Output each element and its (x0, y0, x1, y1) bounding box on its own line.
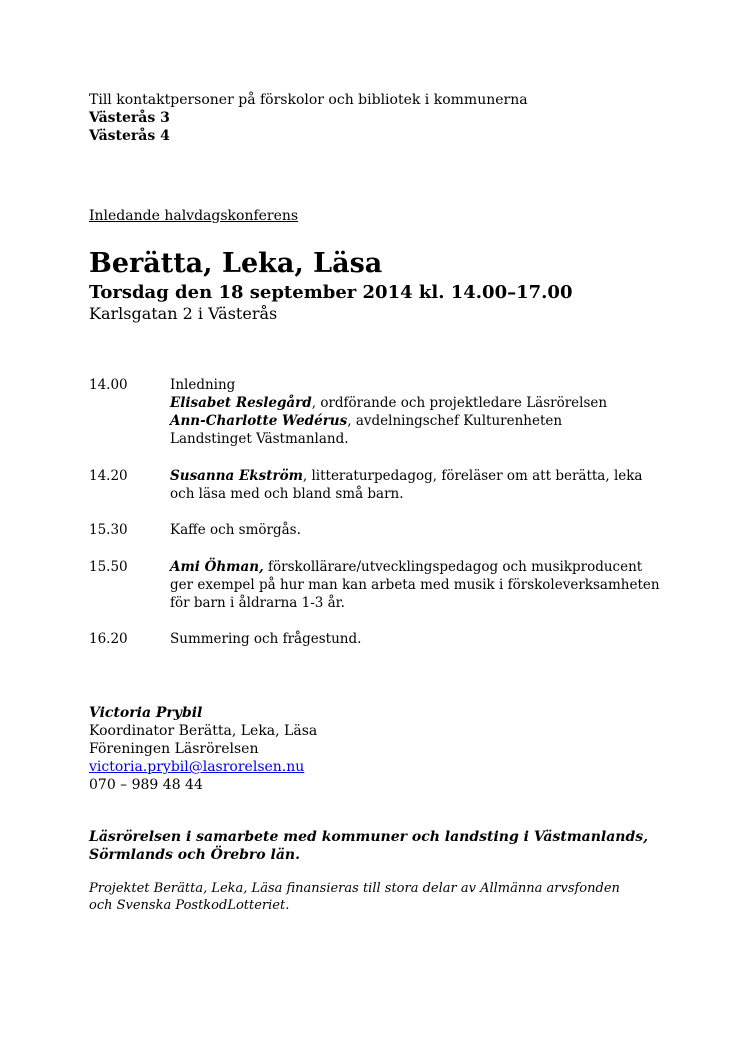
program-time: 14.00 (89, 377, 128, 393)
contact-phone: 070 – 989 48 44 (89, 777, 203, 793)
collaboration-line: Sörmlands och Örebro län. (89, 847, 300, 863)
contact-email-line (89, 758, 304, 776)
event-title: Berätta, Leka, Läsa (89, 248, 383, 279)
program-item (89, 558, 689, 612)
program-line: ger exempel på hur man kan arbeta med musik i förskoleverksamheten (170, 577, 660, 593)
speaker-role: , litteraturpedagog, föreläser om att berätta, leka (302, 468, 643, 484)
recipient-group-2: Västerås 4 (89, 128, 170, 144)
intro-heading: Inledande halvdagskonferens (89, 208, 299, 224)
speaker-name: Ami Öhman, (170, 559, 264, 575)
program-line: och läsa med och bland små barn. (170, 486, 404, 502)
speaker-role: , avdelningschef Kulturenheten (347, 413, 563, 429)
program-item (89, 521, 689, 539)
program-description (170, 630, 670, 648)
recipients-line: Till kontaktpersoner på förskolor och bibliotek i kommunerna (89, 92, 528, 108)
recipient-group-1: Västerås 3 (89, 110, 170, 126)
program-item (89, 630, 689, 648)
program-line: Summering och frågestund. (170, 631, 362, 647)
program-description (170, 467, 670, 503)
program-item (89, 376, 689, 448)
speaker-name: Susanna Ekström (170, 468, 303, 484)
program-line (170, 394, 670, 412)
speaker-role: förskollärare/utvecklingspedagog och musikproducent (263, 559, 643, 575)
program-line (170, 412, 670, 430)
collaboration-line: Läsrörelsen i samarbete med kommuner och landsting i Västmanlands, (89, 829, 649, 845)
program-description (170, 376, 670, 448)
program-line (170, 467, 670, 485)
funding-line: och Svenska PostkodLotteriet. (89, 898, 290, 913)
program-line: Kaffe och smörgås. (170, 522, 301, 538)
program-time: 15.30 (89, 522, 128, 538)
program-line (170, 558, 670, 576)
funding-line: Projektet Berätta, Leka, Läsa finansieras till stora delar av Allmänna arvsfonden (89, 881, 620, 896)
program-time: 15.50 (89, 559, 128, 575)
program-description (170, 558, 670, 612)
contact-email-link[interactable]: victoria.prybil@lasrorelsen.nu (89, 759, 305, 775)
speaker-name: Ann-Charlotte Wedérus (170, 413, 348, 429)
contact-role: Koordinator Berätta, Leka, Läsa (89, 723, 318, 739)
speaker-name: Elisabet Reslegård (170, 395, 312, 411)
program-time: 16.20 (89, 631, 128, 647)
program-line: Landstinget Västmanland. (170, 431, 349, 447)
program-time: 14.20 (89, 468, 128, 484)
program-line: Inledning (170, 377, 236, 393)
event-date: Torsdag den 18 september 2014 kl. 14.00–17.00 (89, 282, 573, 303)
contact-name: Victoria Prybil (89, 705, 203, 721)
program-line: för barn i åldrarna 1-3 år. (170, 595, 345, 611)
program-description (170, 521, 670, 539)
program-item (89, 467, 689, 503)
event-location: Karlsgatan 2 i Västerås (89, 304, 278, 323)
speaker-role: , ordförande och projektledare Läsrörelsen (311, 395, 608, 411)
contact-organization: Föreningen Läsrörelsen (89, 741, 259, 757)
